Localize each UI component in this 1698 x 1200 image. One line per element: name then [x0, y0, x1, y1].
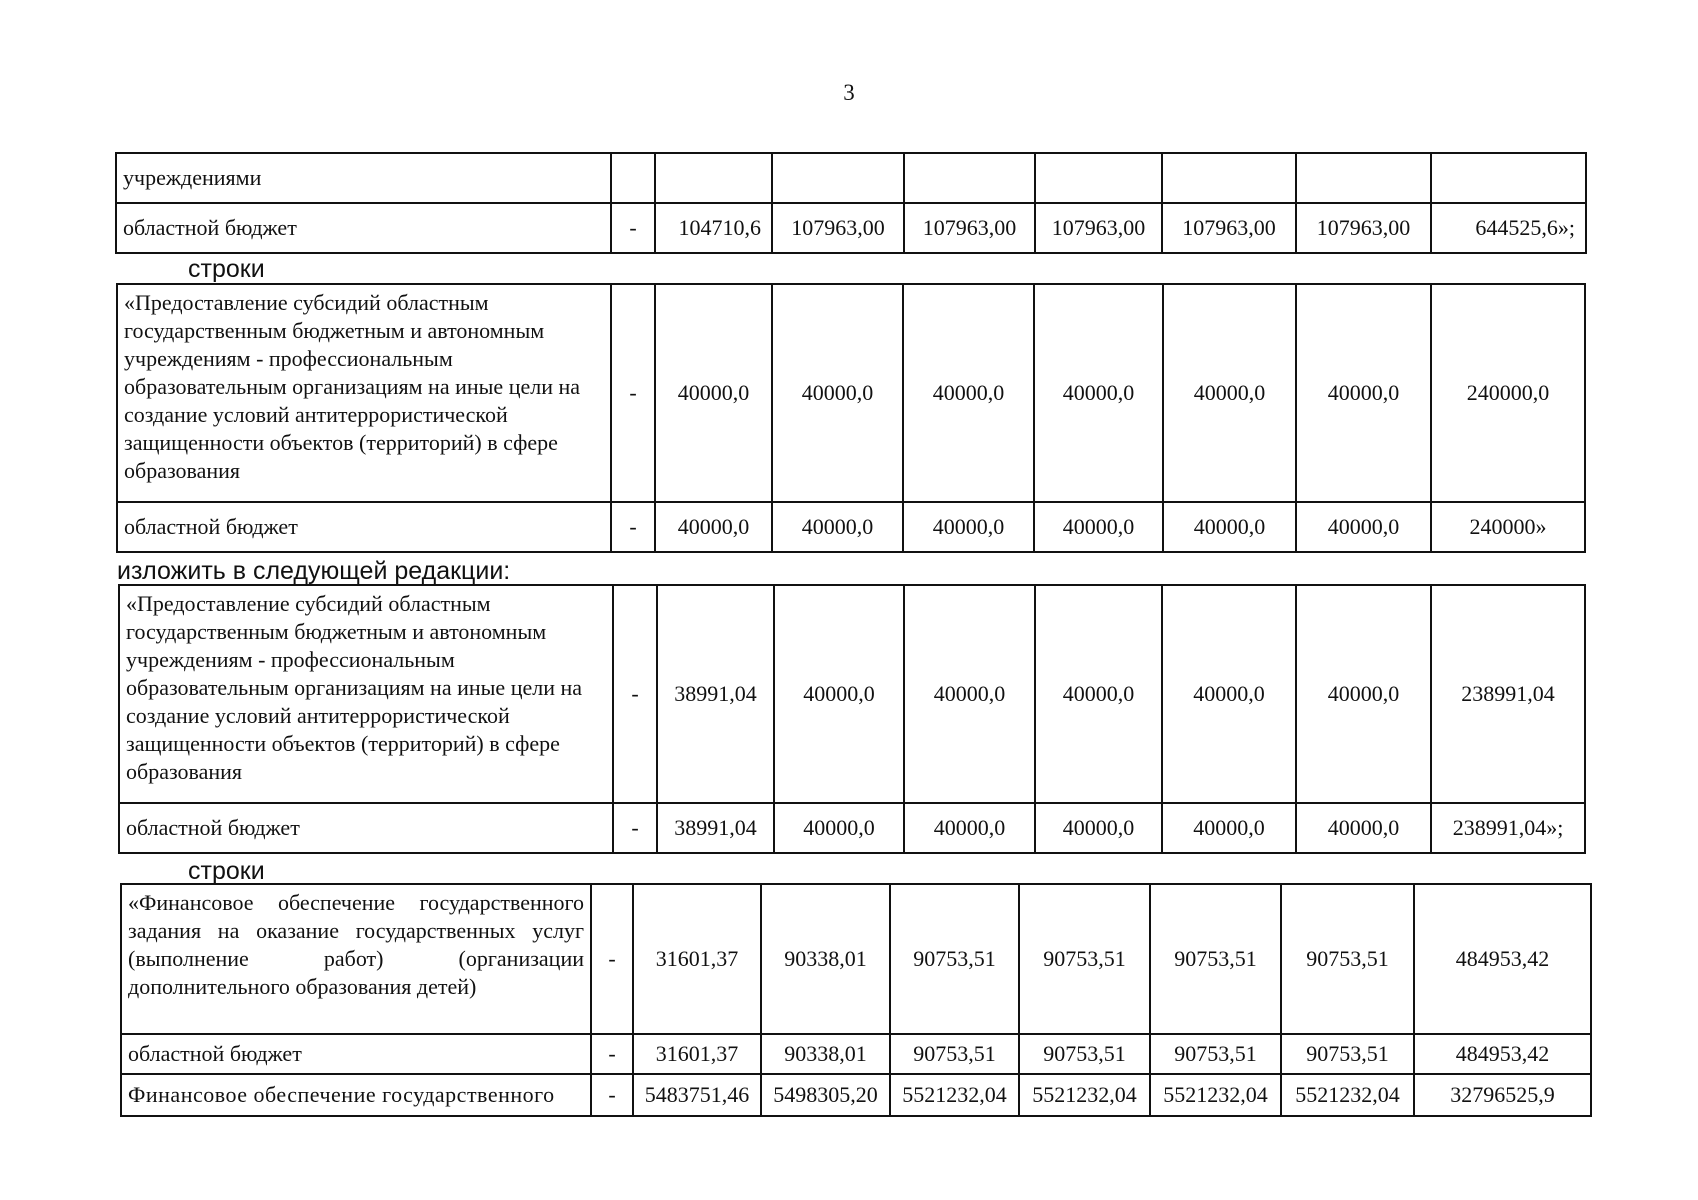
table-row: [121, 884, 1591, 1034]
page-number: 3: [843, 80, 855, 105]
cell: 40000,0: [904, 585, 1035, 803]
cell: 90338,01: [761, 884, 890, 1034]
table-row: [117, 502, 1585, 552]
cell: -: [613, 585, 657, 803]
row-name: «Предоставление субсидий областным государственным бюджетным и автономным учреждениям - профессиональным образовательным организациям на иные цели на создание условий антитеррористической защищенности объектов (территорий) в сфере образования: [117, 284, 611, 502]
caption-lines: строки: [188, 255, 265, 283]
cell: 40000,0: [774, 585, 904, 803]
caption-new-edition: изложить в следующей редакции:: [117, 557, 511, 585]
table-row: [119, 803, 1585, 853]
cell: 40000,0: [774, 803, 904, 853]
cell: 238991,04: [1431, 585, 1585, 803]
cell: 40000,0: [1296, 284, 1431, 502]
cell: 238991,04»;: [1431, 803, 1585, 853]
cell: 90338,01: [761, 1034, 890, 1074]
row-name: «Финансовое обеспечение государственного задания на оказание государственных услуг (выполнение работ) (организации дополнительного образования детей): [121, 884, 591, 1034]
cell: 40000,0: [1034, 502, 1163, 552]
cell: 90753,51: [1019, 1034, 1150, 1074]
cell: 5521232,04: [1150, 1074, 1281, 1116]
cell: [611, 153, 655, 203]
cell: 40000,0: [1162, 803, 1296, 853]
budget-table-2: [116, 283, 1586, 553]
budget-table-4: [120, 883, 1592, 1117]
cell: 40000,0: [904, 803, 1035, 853]
cell: 240000,0: [1431, 284, 1585, 502]
cell: 40000,0: [1034, 284, 1163, 502]
cell: 31601,37: [633, 884, 761, 1034]
cell: 31601,37: [633, 1034, 761, 1074]
cell: 40000,0: [1296, 502, 1431, 552]
cell: 90753,51: [1281, 1034, 1414, 1074]
cell: 40000,0: [655, 502, 772, 552]
cell: [1431, 153, 1586, 203]
cell: -: [611, 284, 655, 502]
cell: 40000,0: [903, 502, 1034, 552]
cell: 5483751,46: [633, 1074, 761, 1116]
table-row: [121, 1074, 1591, 1116]
cell: 107963,00: [1296, 203, 1431, 253]
cell: -: [611, 203, 655, 253]
cell: -: [611, 502, 655, 552]
cell: 40000,0: [772, 502, 903, 552]
table-row: [116, 153, 1586, 203]
cell: 40000,0: [1035, 585, 1162, 803]
cell: 644525,6»;: [1431, 203, 1586, 253]
cell: [1296, 153, 1431, 203]
row-name: областной бюджет: [117, 502, 611, 552]
row-name: областной бюджет: [116, 203, 611, 253]
cell: 40000,0: [903, 284, 1034, 502]
cell: 40000,0: [1035, 803, 1162, 853]
cell: 107963,00: [772, 203, 904, 253]
cell: 40000,0: [772, 284, 903, 502]
table-row: [116, 203, 1586, 253]
cell: 107963,00: [904, 203, 1035, 253]
cell: 40000,0: [1296, 585, 1431, 803]
cell: 240000»: [1431, 502, 1585, 552]
budget-table-1: [115, 152, 1587, 254]
cell: 5521232,04: [1019, 1074, 1150, 1116]
cell: 484953,42: [1414, 1034, 1591, 1074]
cell: -: [591, 1034, 633, 1074]
cell: 90753,51: [1150, 884, 1281, 1034]
table-row: [117, 284, 1585, 502]
row-name: Финансовое обеспечение государственного: [121, 1074, 591, 1116]
cell: 40000,0: [1163, 284, 1296, 502]
row-name: «Предоставление субсидий областным государственным бюджетным и автономным учреждениям - профессиональным образовательным организациям на иные цели на создание условий антитеррористической защищенности объектов (территорий) в сфере образования: [119, 585, 613, 803]
cell: 90753,51: [1150, 1034, 1281, 1074]
cell: 38991,04: [657, 803, 774, 853]
cell: 484953,42: [1414, 884, 1591, 1034]
cell: 5521232,04: [890, 1074, 1019, 1116]
cell: 90753,51: [890, 1034, 1019, 1074]
cell: 5498305,20: [761, 1074, 890, 1116]
cell: [772, 153, 904, 203]
table-row: [121, 1034, 1591, 1074]
cell: 107963,00: [1035, 203, 1162, 253]
cell: -: [613, 803, 657, 853]
cell: 32796525,9: [1414, 1074, 1591, 1116]
cell: 90753,51: [1281, 884, 1414, 1034]
cell: 90753,51: [890, 884, 1019, 1034]
cell: [1035, 153, 1162, 203]
cell: 5521232,04: [1281, 1074, 1414, 1116]
cell: 104710,6: [655, 203, 772, 253]
cell: 40000,0: [1296, 803, 1431, 853]
caption-lines: строки: [188, 857, 265, 885]
cell: [655, 153, 772, 203]
row-name: учреждениями: [116, 153, 611, 203]
cell: [1162, 153, 1296, 203]
cell: -: [591, 1074, 633, 1116]
table-row: [119, 585, 1585, 803]
cell: 107963,00: [1162, 203, 1296, 253]
cell: 40000,0: [1163, 502, 1296, 552]
cell: [904, 153, 1035, 203]
cell: 90753,51: [1019, 884, 1150, 1034]
cell: 40000,0: [655, 284, 772, 502]
cell: 40000,0: [1162, 585, 1296, 803]
cell: 38991,04: [657, 585, 774, 803]
row-name: областной бюджет: [119, 803, 613, 853]
cell: -: [591, 884, 633, 1034]
row-name: областной бюджет: [121, 1034, 591, 1074]
budget-table-3: [118, 584, 1586, 854]
